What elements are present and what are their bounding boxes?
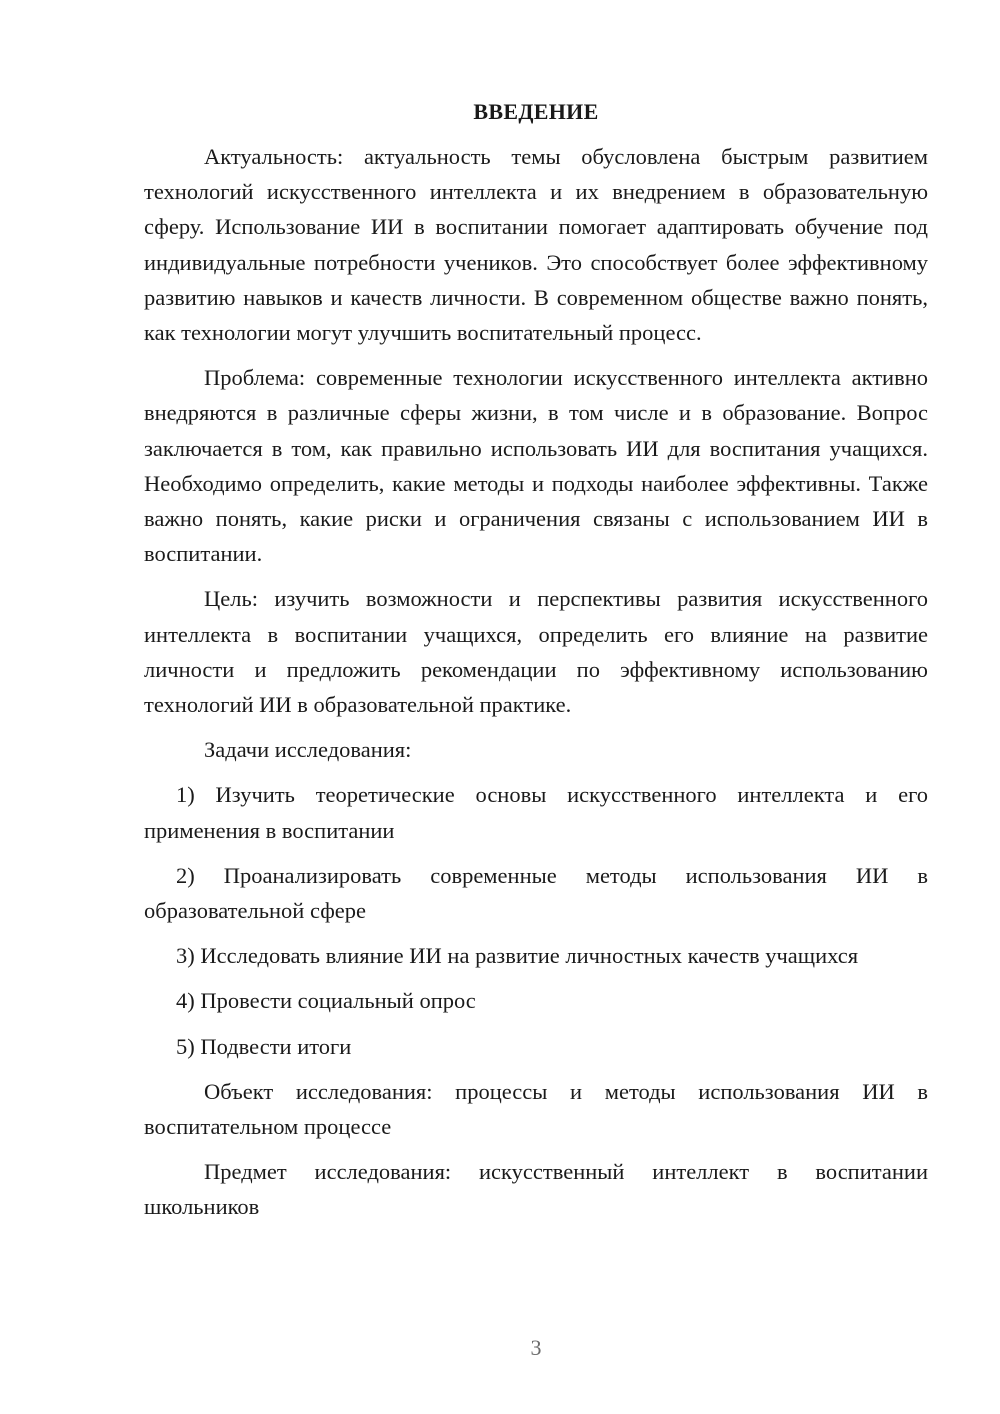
task-item-1: 1) Изучить теоретические основы искусственного интеллекта и его применения в воспитании — [144, 782, 928, 843]
task-item-4: 4) Провести социальный опрос — [176, 988, 476, 1014]
object-paragraph: Объект исследования: процессы и методы использования ИИ в воспитательном процессе — [144, 1078, 928, 1140]
tasks-heading: Задачи исследования: — [204, 737, 412, 763]
task-item-3: 3) Исследовать влияние ИИ на развитие личностных качеств учащихся — [176, 943, 859, 969]
section-title: ВВЕДЕНИЕ — [473, 99, 599, 124]
task-item-2: 2) Проанализировать современные методы использования ИИ в образовательной сфере — [144, 862, 928, 924]
problem-paragraph: Проблема: современные технологии искусственного интеллекта активно внедряются в различные сферы жизни, в том числе и в образование. Вопрос заключается в том, как правильно использовать ИИ для воспитания учащихся. Необходимо определить, какие методы и подходы наиболее эффективны. Также важно понять, какие риски и ограничения связаны с использованием ИИ в воспитании. — [144, 365, 928, 567]
goal-paragraph: Цель: изучить возможности и перспективы развития искусственного интеллекта в воспитании учащихся, определить его влияние на развитие личности и предложить рекомендации по эффективному использованию технологий ИИ в образовательной практике. — [144, 586, 928, 718]
relevance-paragraph: Актуальность: актуальность темы обусловлена быстрым развитием технологий искусственного интеллекта и их внедрением в образовательную сферу. Использование ИИ в воспитании помогает адаптировать обучение под индивидуальные потребности учеников. Это способствует более эффективному развитию навыков и качеств личности. В современном обществе важно понять, как технологии могут улучшить воспитательный процесс. — [144, 144, 928, 346]
task-item-5: 5) Подвести итоги — [176, 1033, 352, 1059]
page-content — [144, 94, 928, 1235]
subject-paragraph: Предмет исследования: искусственный интеллект в воспитании школьников — [144, 1159, 928, 1220]
page-number: 3 — [530, 1335, 542, 1360]
